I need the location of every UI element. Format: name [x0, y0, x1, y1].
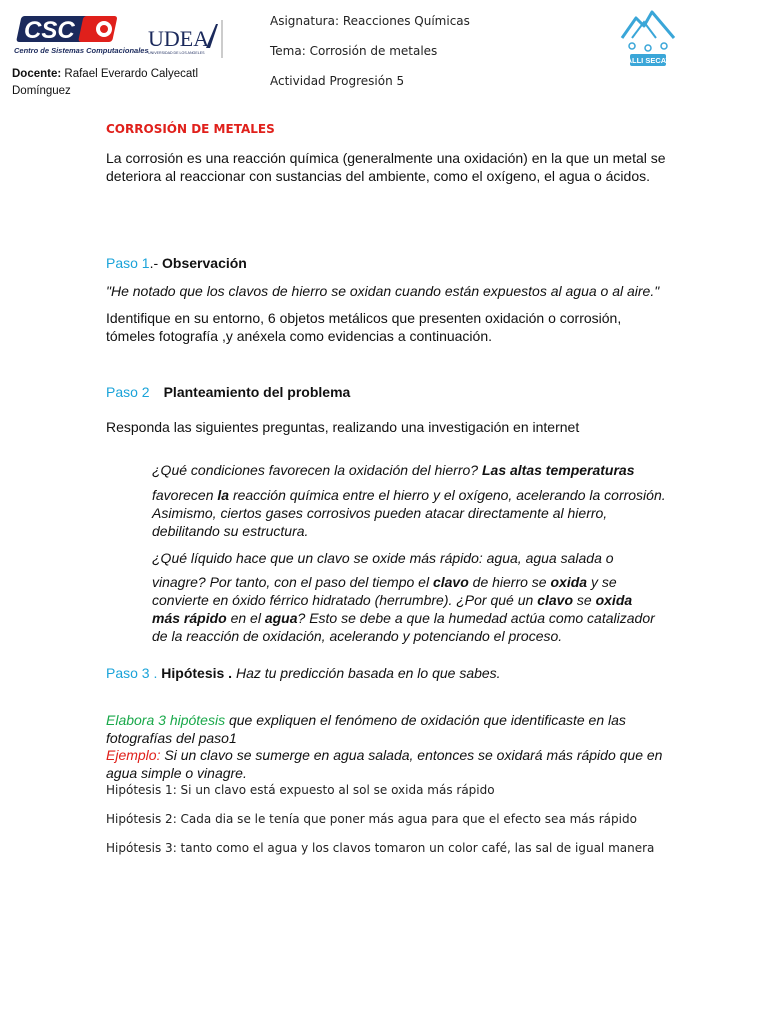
q2-bold-k: agua: [264, 610, 298, 626]
csc-logo-text: CSC: [24, 17, 75, 44]
paso2-heading: [106, 383, 350, 401]
csc-logo: [12, 14, 149, 56]
section-title: CORROSIÓN DE METALES: [106, 122, 275, 136]
paso1-sep: .-: [149, 255, 163, 271]
tema: Tema: Corrosión de metales: [270, 44, 438, 58]
q2-bold-e: oxida: [550, 574, 588, 590]
paso1-instructions: Identifique en su entorno, 6 objetos metálicos que presenten oxidación o corrosión, tómeles fotografía ,y anéxela como evidencias a continuación.: [106, 310, 622, 344]
elabora-paragraph: [106, 711, 646, 747]
question-1-answer: [152, 486, 667, 540]
q2-bold-i: oxida más rápido: [152, 592, 633, 626]
udea-subtitle: UNIVERSIDAD DE LOS ANGELES: [148, 51, 205, 55]
intro-paragraph: La corrosión es una reacción química (generalmente una oxidación) en la que un metal se deteriora al reaccionar con sustancias del ambiente, como el oxígeno, el agua o ácidos.: [106, 150, 666, 184]
paso3-subtitle: Haz tu predicción basada en lo que sabes.: [232, 665, 501, 681]
udea-text: UDEA: [148, 26, 210, 51]
question-2-answer: [152, 573, 657, 645]
docente-name: Rafael Everardo Calyecatl Domínguez: [12, 68, 198, 97]
q1-bold-2: la: [217, 487, 230, 503]
q2-text-b: vinagre? Por tanto, con el paso del tiempo el: [152, 574, 433, 590]
elabora-label: Elabora 3 hipótesis: [106, 712, 226, 728]
q2-text-j: en el: [226, 610, 265, 626]
q2-bold-c: clavo: [432, 574, 469, 590]
hipotesis-2: Hipótesis 2: Cada dia se le tenía que poner más agua para que el efecto sea más rápido: [106, 812, 637, 826]
docente-label: Docente:: [12, 68, 62, 80]
q2-text-l: ? Esto se debe a que la humedad actúa como catalizador de la reacción de oxidación, acelerando y potenciando el proceso.: [152, 610, 655, 644]
paso1-label: Paso 1: [106, 255, 150, 271]
paso1-title: Observación: [162, 255, 247, 271]
ejemplo-paragraph: [106, 746, 666, 782]
calli-secatl-logo: [614, 8, 682, 70]
hipotesis-1: Hipótesis 1: Si un clavo está expuesto al sol se oxida más rápido: [106, 783, 495, 797]
paso1-heading: [106, 254, 247, 272]
paso3-title: Hipótesis .: [161, 665, 233, 681]
paso3-label: Paso 3: [106, 665, 150, 681]
udea-logo: [146, 18, 226, 58]
q1-text-e: reacción química entre el hierro y el oxígeno, acelerando la corrosión. Asimismo, ciertos gases corrosivos pueden atacar directamente al hierro, debilitando su estructura.: [152, 487, 666, 539]
q1-bold-1: Las altas temperaturas: [481, 462, 635, 478]
calli-text: CALLI SECATL: [621, 56, 675, 65]
docente: [12, 66, 222, 100]
q2-bold-g: clavo: [537, 592, 574, 608]
question-1-line1: [152, 461, 672, 479]
ejemplo-text: Si un clavo se sumerge en agua salada, entonces se oxidará más rápido que en agua simple o vinagre.: [106, 747, 663, 781]
paso2-title: Planteamiento del problema: [163, 384, 351, 400]
paso3-sep: .: [149, 665, 162, 681]
q2-text-h: se: [573, 592, 596, 608]
question-2-line1: ¿Qué líquido hace que un clavo se oxide más rápido: agua, agua salada o: [152, 550, 614, 566]
ejemplo-label: Ejemplo:: [106, 747, 161, 763]
q2-text-d: de hierro se: [468, 574, 551, 590]
q2-text-f: y se convierte en óxido férrico hidratado (herrumbre). ¿Por qué un: [152, 574, 617, 608]
q1-question: ¿Qué condiciones favorecen la oxidación del hierro?: [152, 462, 482, 478]
paso3-heading: [106, 664, 501, 682]
actividad: Actividad Progresión 5: [270, 74, 405, 88]
csc-subtitle: Centro de Sistemas Computacionales: [14, 46, 149, 55]
paso2-prompt: Responda las siguientes preguntas, realizando una investigación en internet: [106, 419, 580, 435]
q1-text-c: favorecen: [152, 487, 218, 503]
asignatura: Asignatura: Reacciones Químicas: [270, 14, 470, 28]
hipotesis-3: Hipótesis 3: tanto como el agua y los clavos tomaron un color café, las sal de igual manera: [106, 841, 655, 855]
paso1-quote: "He notado que los clavos de hierro se oxidan cuando están expuestos al agua o al aire.": [106, 283, 660, 299]
elabora-text: que expliquen el fenómeno de oxidación que identificaste en las fotografías del paso1: [106, 712, 626, 746]
paso2-label: Paso 2: [106, 384, 150, 400]
